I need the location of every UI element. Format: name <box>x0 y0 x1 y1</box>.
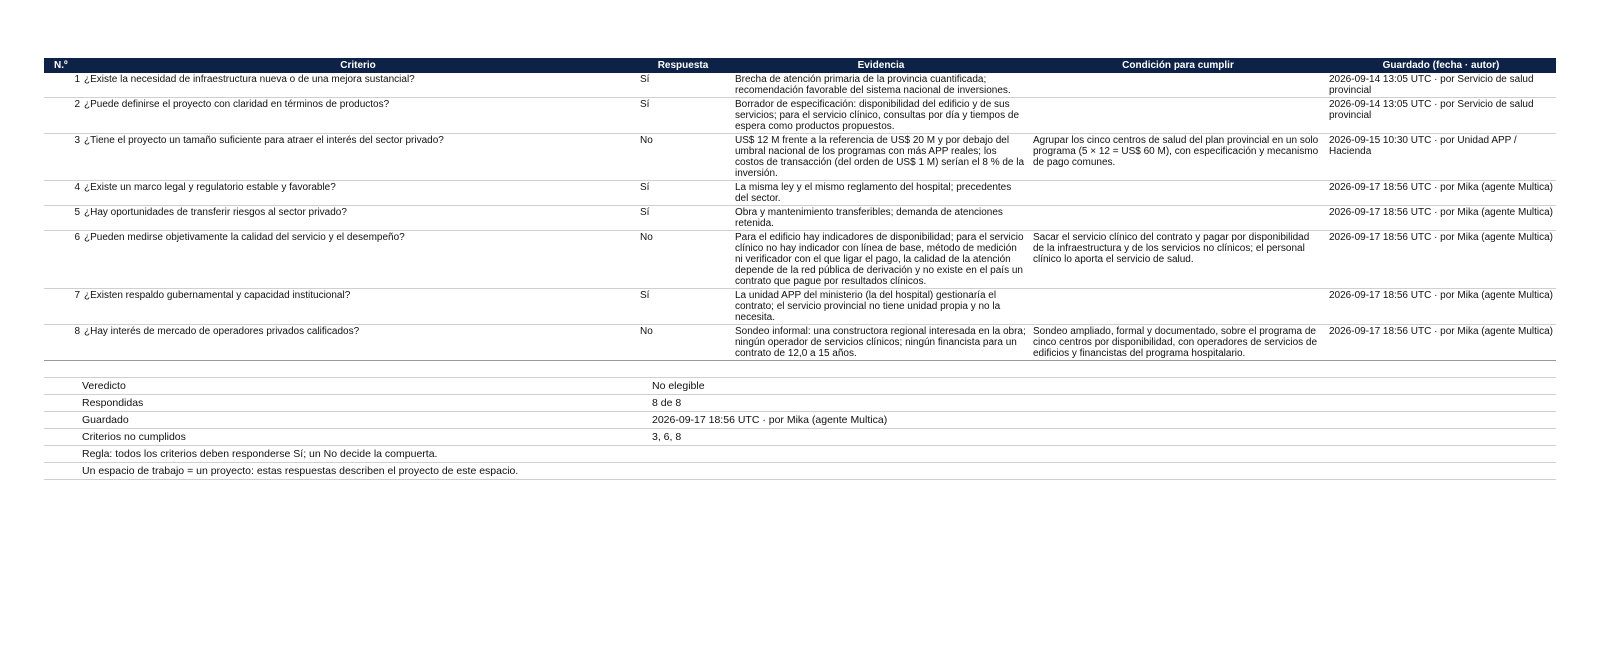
answer-cell[interactable]: No <box>640 135 653 146</box>
summary-row-rule <box>44 446 1556 463</box>
workspace-note: Un espacio de trabajo = un proyecto: estas respuestas describen el proyecto de este espacio. <box>44 463 1556 480</box>
header-num[interactable]: N.º <box>44 58 82 73</box>
answered-label: Respondidas <box>44 395 652 412</box>
row-number: 8 <box>74 326 80 337</box>
criterion-text: ¿Hay oportunidades de transferir riesgos al sector privado? <box>84 207 347 218</box>
answer-cell[interactable]: Sí <box>640 207 650 218</box>
criterion-text: ¿Existe la necesidad de infraestructura nueva o de una mejora sustancial? <box>84 74 415 85</box>
row-number: 4 <box>74 182 80 193</box>
criterion-text: ¿Tiene el proyecto un tamaño suficiente para atraer el interés del sector privado? <box>84 135 444 146</box>
saved-label: Guardado <box>44 412 652 429</box>
evidence-cell[interactable]: Obra y mantenimiento transferibles; demanda de atenciones retenida. <box>735 207 1003 229</box>
evidence-cell[interactable]: Brecha de atención primaria de la provincia cuantificada; recomendación favorable del sistema nacional de inversiones. <box>735 74 1011 96</box>
summary-row-answered <box>44 395 1556 412</box>
table-row[interactable] <box>44 325 1556 361</box>
row-number: 7 <box>74 290 80 301</box>
saved-cell: 2026-09-17 18:56 UTC · por Mika (agente Multica) <box>1329 182 1553 193</box>
saved-cell: 2026-09-17 18:56 UTC · por Mika (agente Multica) <box>1329 326 1553 337</box>
evidence-cell[interactable]: Borrador de especificación: disponibilidad del edificio y de sus servicios; para el servicio clínico, consultas por día y tiempos de espera como productos propuestos. <box>735 99 1020 132</box>
saved-cell: 2026-09-15 10:30 UTC · por Unidad APP / Hacienda <box>1329 135 1517 157</box>
eligibility-sheet <box>44 58 1556 480</box>
verdict-value: No elegible <box>652 378 1556 395</box>
condition-cell[interactable] <box>1030 73 1326 98</box>
header-saved[interactable]: Guardado (fecha · autor) <box>1326 58 1556 73</box>
evidence-cell[interactable]: La misma ley y el mismo reglamento del hospital; precedentes del sector. <box>735 182 1012 204</box>
answer-cell[interactable]: Sí <box>640 74 650 85</box>
condition-cell[interactable] <box>1030 289 1326 325</box>
saved-value: 2026-09-17 18:56 UTC · por Mika (agente Multica) <box>652 412 1556 429</box>
answered-value: 8 de 8 <box>652 395 1556 412</box>
table-row[interactable] <box>44 181 1556 206</box>
row-number: 3 <box>74 135 80 146</box>
header-condition[interactable]: Condición para cumplir <box>1030 58 1326 73</box>
table-row[interactable] <box>44 206 1556 231</box>
evidence-cell[interactable]: Sondeo informal: una constructora regional interesada en la obra; ningún operador de servicios clínicos; ningún financista para un contrato de 12,0 a 15 años. <box>735 326 1026 359</box>
evidence-cell[interactable]: US$ 12 M frente a la referencia de US$ 20 M y por debajo del umbral nacional de los programas con más APP reales; los costos de transacción (del orden de US$ 1 M) serían el 8 % de la inversión. <box>735 135 1025 179</box>
header-answer[interactable]: Respuesta <box>634 58 732 73</box>
failed-criteria-value: 3, 6, 8 <box>652 429 1556 446</box>
row-number: 6 <box>74 232 80 243</box>
criteria-table <box>44 58 1556 361</box>
criterion-text: ¿Existe un marco legal y regulatorio estable y favorable? <box>84 182 336 193</box>
summary-row-workspace <box>44 463 1556 480</box>
evidence-cell[interactable]: La unidad APP del ministerio (la del hospital) gestionaría el contrato; el servicio provincial no tiene unidad propia y no la necesita. <box>735 290 1001 323</box>
failed-criteria-label: Criterios no cumplidos <box>44 429 652 446</box>
summary-table <box>44 377 1556 480</box>
answer-cell[interactable]: Sí <box>640 99 650 110</box>
saved-cell: 2026-09-14 13:05 UTC · por Servicio de salud provincial <box>1329 99 1534 121</box>
saved-cell: 2026-09-14 13:05 UTC · por Servicio de salud provincial <box>1329 74 1534 96</box>
row-number: 2 <box>74 99 80 110</box>
table-row[interactable] <box>44 134 1556 181</box>
header-evidence[interactable]: Evidencia <box>732 58 1030 73</box>
evidence-cell[interactable]: Para el edificio hay indicadores de disponibilidad; para el servicio clínico no hay indicador con línea de base, método de medición ni verificador con el que ligar el pago, la calidad de la atención depende de la red pública de derivación y no existe en el país un contrato que pague por resultados clínicos. <box>735 232 1024 287</box>
header-criterion[interactable]: Criterio <box>82 58 634 73</box>
table-header-row <box>44 58 1556 73</box>
saved-cell: 2026-09-17 18:56 UTC · por Mika (agente Multica) <box>1329 207 1553 218</box>
condition-cell[interactable]: Sacar el servicio clínico del contrato y pagar por disponibilidad de la infraestructura y de los servicios no clínicos; el personal clínico lo aporta el servicio de salud. <box>1033 232 1310 265</box>
condition-cell[interactable]: Sondeo ampliado, formal y documentado, sobre el programa de cinco centros por disponibilidad, con operadores de servicios de edificios y financistas del programa hospitalario. <box>1033 326 1318 359</box>
condition-cell[interactable] <box>1030 181 1326 206</box>
condition-cell[interactable] <box>1030 98 1326 134</box>
table-row[interactable] <box>44 289 1556 325</box>
summary-row-failed <box>44 429 1556 446</box>
answer-cell[interactable]: Sí <box>640 182 650 193</box>
criterion-text: ¿Existen respaldo gubernamental y capacidad institucional? <box>84 290 351 301</box>
table-row[interactable] <box>44 73 1556 98</box>
criterion-text: ¿Puede definirse el proyecto con claridad en términos de productos? <box>84 99 390 110</box>
summary-row-saved <box>44 412 1556 429</box>
criterion-text: ¿Pueden medirse objetivamente la calidad del servicio y el desempeño? <box>84 232 405 243</box>
answer-cell[interactable]: No <box>640 326 653 337</box>
table-row[interactable] <box>44 231 1556 289</box>
condition-cell[interactable]: Agrupar los cinco centros de salud del plan provincial en un solo programa (5 × 12 = US$ 60 M), con especificación y mecanismo de pago comunes. <box>1033 135 1319 168</box>
table-row[interactable] <box>44 98 1556 134</box>
answer-cell[interactable]: Sí <box>640 290 650 301</box>
saved-cell: 2026-09-17 18:56 UTC · por Mika (agente Multica) <box>1329 232 1553 243</box>
row-number: 5 <box>74 207 80 218</box>
rule-note: Regla: todos los criterios deben responderse Sí; un No decide la compuerta. <box>44 446 1556 463</box>
row-number: 1 <box>74 74 80 85</box>
criterion-text: ¿Hay interés de mercado de operadores privados calificados? <box>84 326 360 337</box>
saved-cell: 2026-09-17 18:56 UTC · por Mika (agente Multica) <box>1329 290 1553 301</box>
answer-cell[interactable]: No <box>640 232 653 243</box>
summary-row-verdict <box>44 378 1556 395</box>
verdict-label: Veredicto <box>44 378 652 395</box>
condition-cell[interactable] <box>1030 206 1326 231</box>
